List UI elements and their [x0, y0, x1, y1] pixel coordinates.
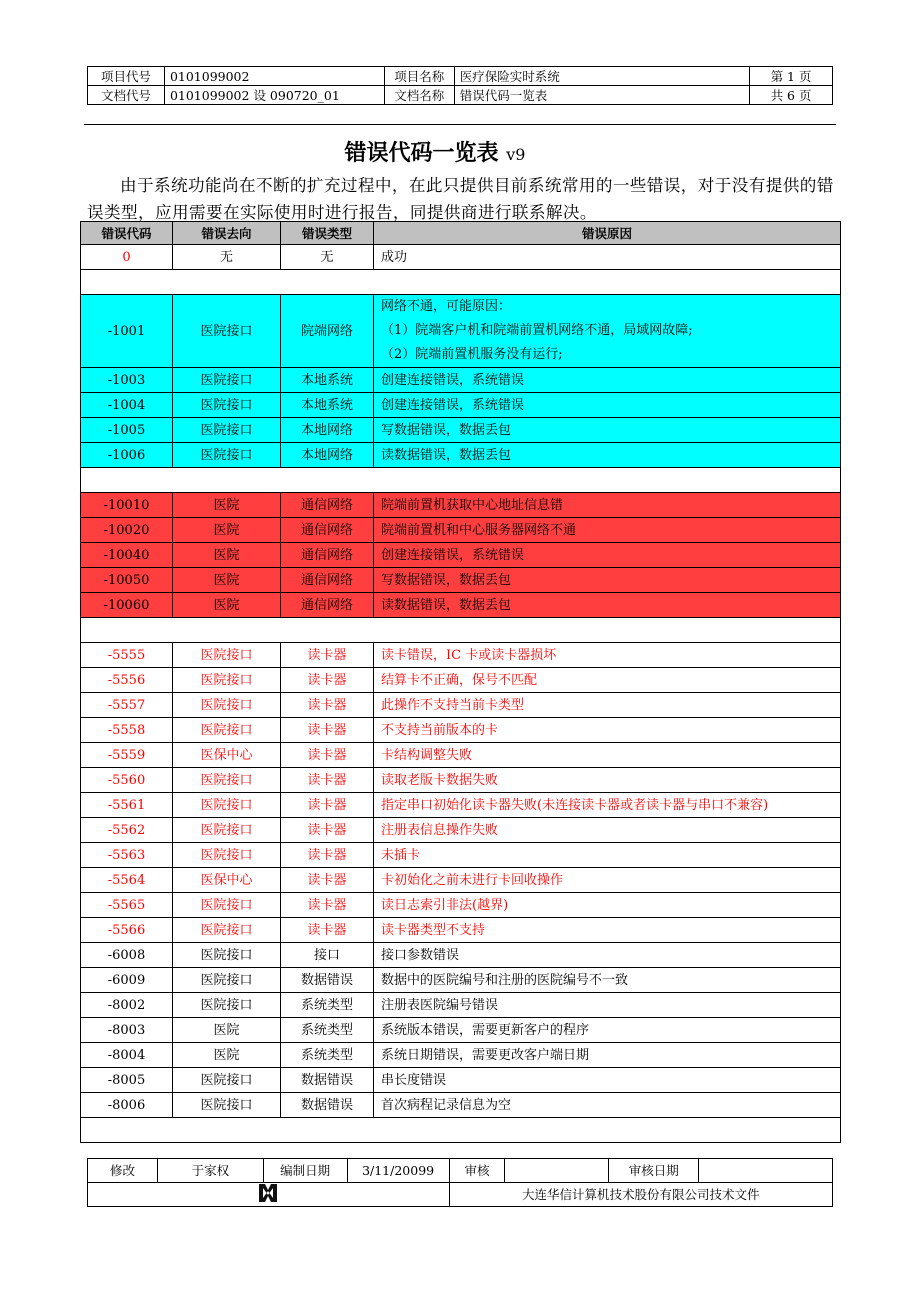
project-code: 0101099002: [164, 67, 384, 86]
modifier: 于家权: [157, 1159, 263, 1183]
error-dest: 医院接口: [173, 643, 281, 668]
doc-name-label: 文档名称: [384, 86, 454, 105]
error-code: -10020: [81, 518, 173, 543]
error-reason: 串长度错误: [374, 1068, 841, 1093]
error-reason: 写数据错误，数据丢包: [374, 418, 841, 443]
error-reason: 注册表信息操作失败: [374, 818, 841, 843]
error-code: -5557: [81, 693, 173, 718]
error-dest: 医保中心: [173, 868, 281, 893]
error-type: 本地网络: [281, 418, 374, 443]
error-code: -1006: [81, 443, 173, 468]
error-type: 数据错误: [281, 1093, 374, 1118]
error-dest: 医院: [173, 1018, 281, 1043]
error-dest: 医院接口: [173, 793, 281, 818]
error-reason: 卡结构调整失败: [374, 743, 841, 768]
spacer-cell: [81, 1118, 841, 1143]
table-row: [81, 543, 841, 568]
table-row: [81, 295, 841, 368]
error-type: 读卡器: [281, 868, 374, 893]
col-header-type: 错误类型: [281, 222, 374, 245]
error-code: -10010: [81, 493, 173, 518]
table-row: [81, 493, 841, 518]
spacer-row: [81, 1118, 841, 1143]
spacer-row: [81, 468, 841, 493]
error-dest: 医院: [173, 493, 281, 518]
error-code: -1001: [81, 295, 173, 368]
table-row: [81, 443, 841, 468]
table-row: [81, 893, 841, 918]
page-total: 共 6 页: [750, 86, 833, 105]
error-dest: 医院接口: [173, 1093, 281, 1118]
error-dest: 医院接口: [173, 418, 281, 443]
error-reason: 创建连接错误，系统错误: [374, 368, 841, 393]
error-dest: 医院接口: [173, 368, 281, 393]
error-reason: 读数据错误，数据丢包: [374, 443, 841, 468]
error-reason: 系统日期错误，需要更改客户端日期: [374, 1043, 841, 1068]
title-version: v9: [506, 145, 526, 164]
header-row-1: [88, 67, 833, 86]
intro-text: 由于系统功能尚在不断的扩充过程中，在此只提供目前系统常用的一些错误，对于没有提供的错误类型，应用需要在实际使用时进行报告，同提供商进行联系解决。: [87, 176, 834, 222]
error-dest: 医院接口: [173, 443, 281, 468]
footer-row-1: [88, 1159, 833, 1183]
table-row: [81, 593, 841, 618]
error-dest: 医院接口: [173, 818, 281, 843]
error-reason: 系统版本错误，需要更新客户的程序: [374, 1018, 841, 1043]
error-dest: 无: [173, 245, 281, 270]
reviewer: [505, 1159, 609, 1183]
error-reason: 创建连接错误，系统错误: [374, 543, 841, 568]
table-row: [81, 918, 841, 943]
error-reason: 写数据错误，数据丢包: [374, 568, 841, 593]
error-type: 系统类型: [281, 993, 374, 1018]
error-code: -5555: [81, 643, 173, 668]
error-code: -8006: [81, 1093, 173, 1118]
error-dest: 医院接口: [173, 843, 281, 868]
error-code: -1005: [81, 418, 173, 443]
table-row: [81, 968, 841, 993]
spacer-cell: [81, 618, 841, 643]
error-type: 通信网络: [281, 593, 374, 618]
error-code: -10050: [81, 568, 173, 593]
table-row: [81, 693, 841, 718]
error-reason: 读卡器类型不支持: [374, 918, 841, 943]
error-code: -6008: [81, 943, 173, 968]
error-code: -5562: [81, 818, 173, 843]
table-row: [81, 1018, 841, 1043]
table-row: [81, 643, 841, 668]
table-row: [81, 418, 841, 443]
error-type: 数据错误: [281, 968, 374, 993]
error-type: 通信网络: [281, 493, 374, 518]
error-type: 无: [281, 245, 374, 270]
header-divider: [84, 124, 836, 125]
page-number: 第 1 页: [750, 67, 833, 86]
error-reason: 结算卡不正确，保号不匹配: [374, 668, 841, 693]
error-dest: 医院接口: [173, 768, 281, 793]
table-row: [81, 818, 841, 843]
project-name: 医疗保险实时系统: [454, 67, 749, 86]
table-row: [81, 568, 841, 593]
error-dest: 医保中心: [173, 743, 281, 768]
intro-paragraph: [87, 172, 835, 226]
error-reason: 数据中的医院编号和注册的医院编号不一致: [374, 968, 841, 993]
error-code: -1004: [81, 393, 173, 418]
error-reason: 首次病程记录信息为空: [374, 1093, 841, 1118]
table-row: [81, 393, 841, 418]
table-row: [81, 245, 841, 270]
error-type: 数据错误: [281, 1068, 374, 1093]
error-type: 通信网络: [281, 543, 374, 568]
error-dest: 医院接口: [173, 968, 281, 993]
error-code: -8003: [81, 1018, 173, 1043]
dhc-logo-icon: [257, 1183, 279, 1206]
error-reason: 此操作不支持当前卡类型: [374, 693, 841, 718]
error-reason: 读取老版卡数据失败: [374, 768, 841, 793]
error-code: -5565: [81, 893, 173, 918]
error-dest: 医院: [173, 1043, 281, 1068]
logo-cell: [88, 1183, 450, 1207]
error-type: 系统类型: [281, 1043, 374, 1068]
document-footer: [87, 1158, 833, 1207]
error-reason: 卡初始化之前未进行卡回收操作: [374, 868, 841, 893]
error-type: 本地网络: [281, 443, 374, 468]
project-code-label: 项目代号: [88, 67, 165, 86]
error-code: -5558: [81, 718, 173, 743]
error-reason: 未插卡: [374, 843, 841, 868]
error-reason: 读数据错误，数据丢包: [374, 593, 841, 618]
error-dest: 医院接口: [173, 943, 281, 968]
error-dest: 医院: [173, 568, 281, 593]
page-title: [0, 136, 870, 167]
error-dest: 医院接口: [173, 993, 281, 1018]
error-reason: 接口参数错误: [374, 943, 841, 968]
reason-line: 网络不通，可能原因：: [381, 299, 512, 314]
table-row: [81, 668, 841, 693]
error-reason: 指定串口初始化读卡器失败(未连接读卡器或者读卡器与串口不兼容): [374, 793, 841, 818]
modify-label: 修改: [88, 1159, 158, 1183]
error-reason: 院端前置机和中心服务器网络不通: [374, 518, 841, 543]
error-dest: 医院: [173, 518, 281, 543]
error-reason: 注册表医院编号错误: [374, 993, 841, 1018]
table-row: [81, 843, 841, 868]
error-code: -5566: [81, 918, 173, 943]
error-dest: 医院: [173, 593, 281, 618]
error-code-table: [80, 221, 841, 1143]
error-type: 本地系统: [281, 368, 374, 393]
error-type: 接口: [281, 943, 374, 968]
error-code: 0: [81, 245, 173, 270]
doc-code: 0101099002 设 090720_01: [164, 86, 384, 105]
table-row: [81, 1043, 841, 1068]
error-type: 读卡器: [281, 893, 374, 918]
error-dest: 医院接口: [173, 918, 281, 943]
error-type: 读卡器: [281, 793, 374, 818]
error-dest: 医院接口: [173, 668, 281, 693]
table-row: [81, 718, 841, 743]
title-text: 错误代码一览表: [344, 141, 499, 166]
compile-date: 3/11/20099: [347, 1159, 449, 1183]
error-type: 读卡器: [281, 843, 374, 868]
document-header: [87, 66, 833, 105]
table-row: [81, 368, 841, 393]
error-code: -5559: [81, 743, 173, 768]
spacer-cell: [81, 270, 841, 295]
spacer-cell: [81, 468, 841, 493]
error-type: 系统类型: [281, 1018, 374, 1043]
header-row-2: [88, 86, 833, 105]
col-header-reason: 错误原因: [374, 222, 841, 245]
error-dest: 医院接口: [173, 718, 281, 743]
error-type: 读卡器: [281, 918, 374, 943]
error-dest: 医院接口: [173, 893, 281, 918]
error-code: -8002: [81, 993, 173, 1018]
error-type: 本地系统: [281, 393, 374, 418]
error-type: 读卡器: [281, 743, 374, 768]
error-reason: 读卡错误，IC 卡或读卡器损坏: [374, 643, 841, 668]
table-row: [81, 1068, 841, 1093]
error-type: 读卡器: [281, 693, 374, 718]
error-type: 院端网络: [281, 295, 374, 368]
error-code: -5556: [81, 668, 173, 693]
error-code: -8005: [81, 1068, 173, 1093]
project-name-label: 项目名称: [384, 67, 454, 86]
error-reason: [374, 295, 841, 368]
error-code: -5560: [81, 768, 173, 793]
table-row: [81, 868, 841, 893]
error-reason: 不支持当前版本的卡: [374, 718, 841, 743]
doc-code-label: 文档代号: [88, 86, 165, 105]
error-code: -10040: [81, 543, 173, 568]
error-dest: 医院: [173, 543, 281, 568]
company-name: 大连华信计算机技术股份有限公司技术文件: [449, 1183, 832, 1207]
error-reason: 院端前置机获取中心地址信息错: [374, 493, 841, 518]
error-type: 读卡器: [281, 818, 374, 843]
table-row: [81, 518, 841, 543]
spacer-row: [81, 270, 841, 295]
error-reason: 读日志索引非法(越界): [374, 893, 841, 918]
error-type: 读卡器: [281, 718, 374, 743]
error-code: -5563: [81, 843, 173, 868]
col-header-dest: 错误去向: [173, 222, 281, 245]
error-type: 通信网络: [281, 568, 374, 593]
error-code: -8004: [81, 1043, 173, 1068]
error-code: -1003: [81, 368, 173, 393]
error-dest: 医院接口: [173, 295, 281, 368]
reason-line: （1）院端客户机和院端前置机网络不通，局域网故障;: [381, 323, 693, 338]
error-type: 通信网络: [281, 518, 374, 543]
reason-line: （2）院端前置机服务没有运行;: [381, 347, 563, 362]
error-dest: 医院接口: [173, 693, 281, 718]
error-code: -6009: [81, 968, 173, 993]
error-dest: 医院接口: [173, 393, 281, 418]
doc-name: 错误代码一览表: [454, 86, 749, 105]
table-row: [81, 768, 841, 793]
table-header-row: [81, 222, 841, 245]
table-row: [81, 1093, 841, 1118]
table-row: [81, 743, 841, 768]
table-row: [81, 793, 841, 818]
review-label: 审核: [449, 1159, 505, 1183]
spacer-row: [81, 618, 841, 643]
error-type: 读卡器: [281, 643, 374, 668]
footer-row-2: [88, 1183, 833, 1207]
review-date-label: 审核日期: [609, 1159, 699, 1183]
error-code: -10060: [81, 593, 173, 618]
col-header-code: 错误代码: [81, 222, 173, 245]
review-date: [699, 1159, 833, 1183]
error-code: -5561: [81, 793, 173, 818]
error-type: 读卡器: [281, 768, 374, 793]
error-reason: 创建连接错误，系统错误: [374, 393, 841, 418]
error-type: 读卡器: [281, 668, 374, 693]
error-code: -5564: [81, 868, 173, 893]
error-reason: 成功: [374, 245, 841, 270]
table-row: [81, 993, 841, 1018]
date-label: 编制日期: [263, 1159, 347, 1183]
table-row: [81, 943, 841, 968]
error-dest: 医院接口: [173, 1068, 281, 1093]
